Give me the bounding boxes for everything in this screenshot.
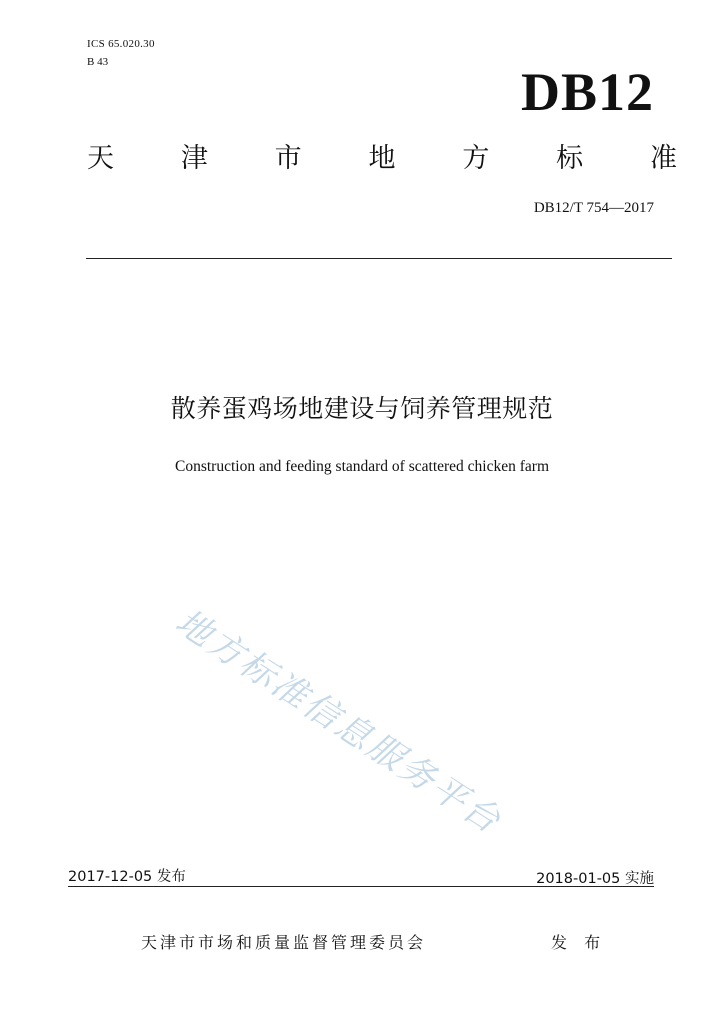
standard-number: DB12/T 754—2017 — [533, 200, 654, 216]
standard-type-char: 津 — [180, 143, 208, 174]
implementation-date: 2018-01-05 实施 — [536, 871, 654, 887]
standard-type-char: 市 — [274, 143, 302, 174]
publisher-name: 天津市市场和质量监督管理委员会 — [141, 933, 427, 952]
publish-label: 发 布 — [551, 933, 607, 952]
standard-type-heading — [87, 142, 677, 176]
ccs-code: B 43 — [87, 56, 109, 68]
standard-type-char: 地 — [368, 143, 396, 174]
header-divider — [86, 258, 672, 259]
issue-date: 2017-12-05 发布 — [68, 869, 186, 885]
ics-code: ICS 65.020.30 — [87, 38, 155, 50]
title-chinese: 散养蛋鸡场地建设与饲养管理规范 — [170, 394, 554, 423]
standard-type-char: 准 — [649, 143, 677, 174]
standard-type-char: 标 — [556, 143, 584, 174]
watermark: 地方标准信息服务平台 — [168, 602, 509, 843]
standard-type-char: 天 — [87, 143, 114, 174]
standard-type-char: 方 — [462, 143, 490, 174]
title-english: Construction and feeding standard of scattered chicken farm — [174, 458, 549, 475]
standard-code-logo: DB12 — [520, 62, 654, 122]
footer-divider — [68, 886, 654, 887]
